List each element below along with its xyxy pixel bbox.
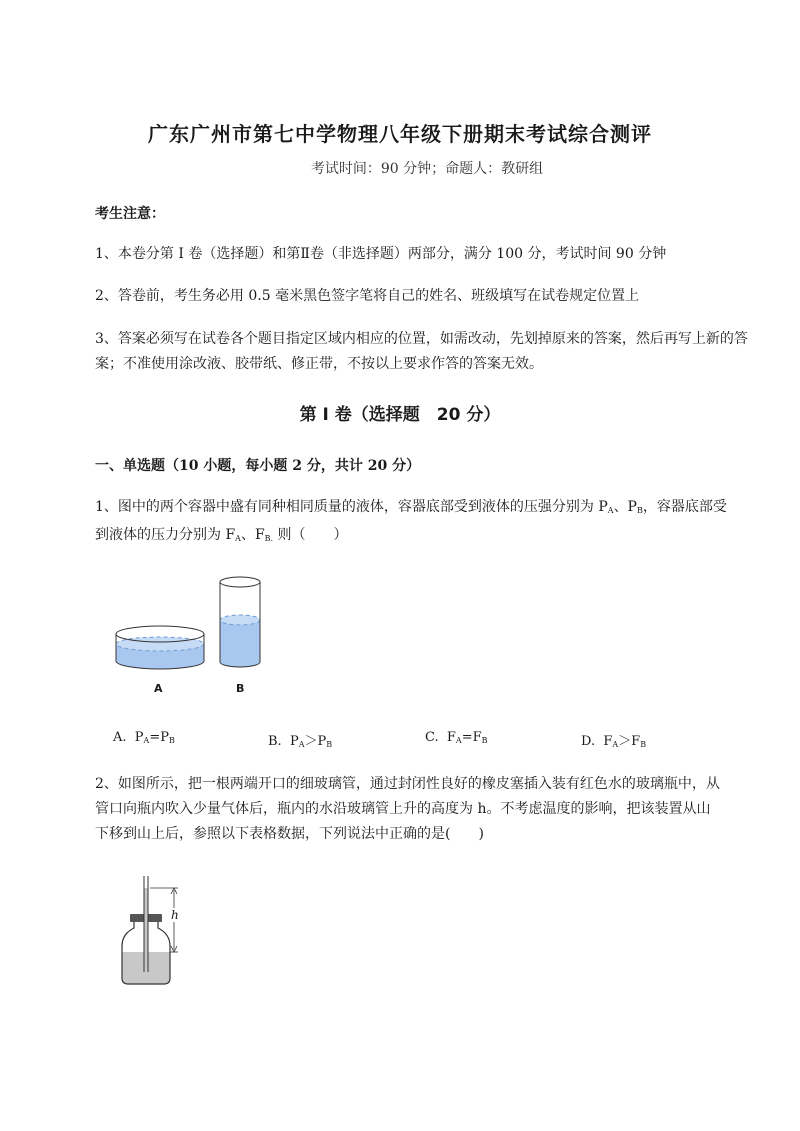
- q1-text-part: 则（ ）: [273, 527, 348, 543]
- liquid-b-body: [220, 620, 260, 662]
- q2-line: 下移到山上后，参照以下表格数据，下列说法中正确的是( ): [95, 826, 484, 842]
- option-symbol: P: [289, 734, 299, 749]
- liquid-b-surface: [220, 615, 260, 625]
- q1-text-part: 1、图中的两个容器中盛有同种相同质量的液体，容器底部受到液体的压强分别为 P: [95, 499, 608, 515]
- bottle-figure: [112, 872, 192, 992]
- option-sub: A: [455, 736, 462, 745]
- option-letter: B.: [268, 734, 282, 749]
- page-title: 广东广州市第七中学物理八年级下册期末考试综合测评: [148, 122, 652, 146]
- q1-text-part: ，容器底部受: [642, 499, 727, 515]
- q1-sub: B: [636, 506, 643, 515]
- option-d[interactable]: [581, 730, 646, 749]
- option-letter: D.: [581, 734, 596, 749]
- option-sub: A: [612, 740, 619, 749]
- height-label: h: [171, 908, 179, 922]
- notice-item-3: 3、答案必须写在试卷各个题目指定区域内相应的位置，如需改动，先划掉原来的答案，然后再写上新的答案；不准使用涂改液、胶带纸、修正带，不按以上要求作答的答案无效。: [95, 331, 748, 372]
- question-1-text: [95, 495, 755, 551]
- option-relation: ＞P: [304, 734, 327, 749]
- q1-sub: A: [235, 534, 241, 543]
- figure-label-a: A: [154, 682, 163, 695]
- container-b-rim: [220, 577, 260, 587]
- q1-text-part: 到液体的压力分别为 F: [95, 527, 236, 543]
- q1-text-part: 、F: [240, 527, 265, 543]
- q1-sub: B.: [264, 534, 274, 543]
- option-sub: A: [143, 736, 150, 745]
- liquid-a-surface: [116, 637, 204, 651]
- option-c[interactable]: [425, 730, 488, 745]
- q1-sub: A: [607, 506, 614, 515]
- option-sub: B: [481, 736, 488, 745]
- option-letter: A.: [113, 730, 127, 745]
- tube-water: [145, 888, 148, 972]
- option-symbol: F: [603, 734, 613, 749]
- q1-text-part: 、P: [613, 499, 637, 515]
- option-letter: C.: [425, 730, 439, 745]
- notice-heading: 考生注意：: [95, 206, 165, 222]
- exam-info: 考试时间：90 分钟；命题人：教研组: [310, 161, 544, 177]
- option-relation: =F: [461, 730, 482, 745]
- option-relation: ＞F: [618, 734, 641, 749]
- containers-figure: [108, 570, 278, 700]
- notice-item-1: 1、本卷分第 I 卷（选择题）和第Ⅱ卷（非选择题）两部分，满分 100 分，考试时间 90 分钟: [95, 246, 667, 262]
- section-title: 第 I 卷（选择题 20 分）: [299, 405, 501, 425]
- option-a[interactable]: [113, 730, 175, 745]
- option-sub: B: [168, 736, 175, 745]
- option-symbol: P: [134, 730, 144, 745]
- option-relation: =P: [149, 730, 169, 745]
- q2-line: 管口向瓶内吹入少量气体后，瓶内的水沿玻璃管上升的高度为 h。不考虑温度的影响，把该装置从山: [95, 801, 711, 817]
- option-sub: A: [298, 740, 305, 749]
- figure-label-b: B: [236, 682, 245, 695]
- notice-item-2: 2、答卷前，考生务必用 0.5 毫米黑色签字笔将自己的姓名、班级填写在试卷规定位置上: [95, 288, 640, 304]
- option-sub: B: [640, 740, 647, 749]
- question-2-text: [95, 772, 755, 847]
- option-symbol: F: [446, 730, 456, 745]
- group-heading: 一、单选题（10 小题，每小题 2 分，共计 20 分）: [95, 458, 421, 474]
- option-b[interactable]: [268, 730, 332, 749]
- option-sub: B: [326, 740, 333, 749]
- q2-line: 2、如图所示，把一根两端开口的细玻璃管，通过封闭性良好的橡皮塞插入装有红色水的玻璃瓶中，从: [95, 776, 720, 792]
